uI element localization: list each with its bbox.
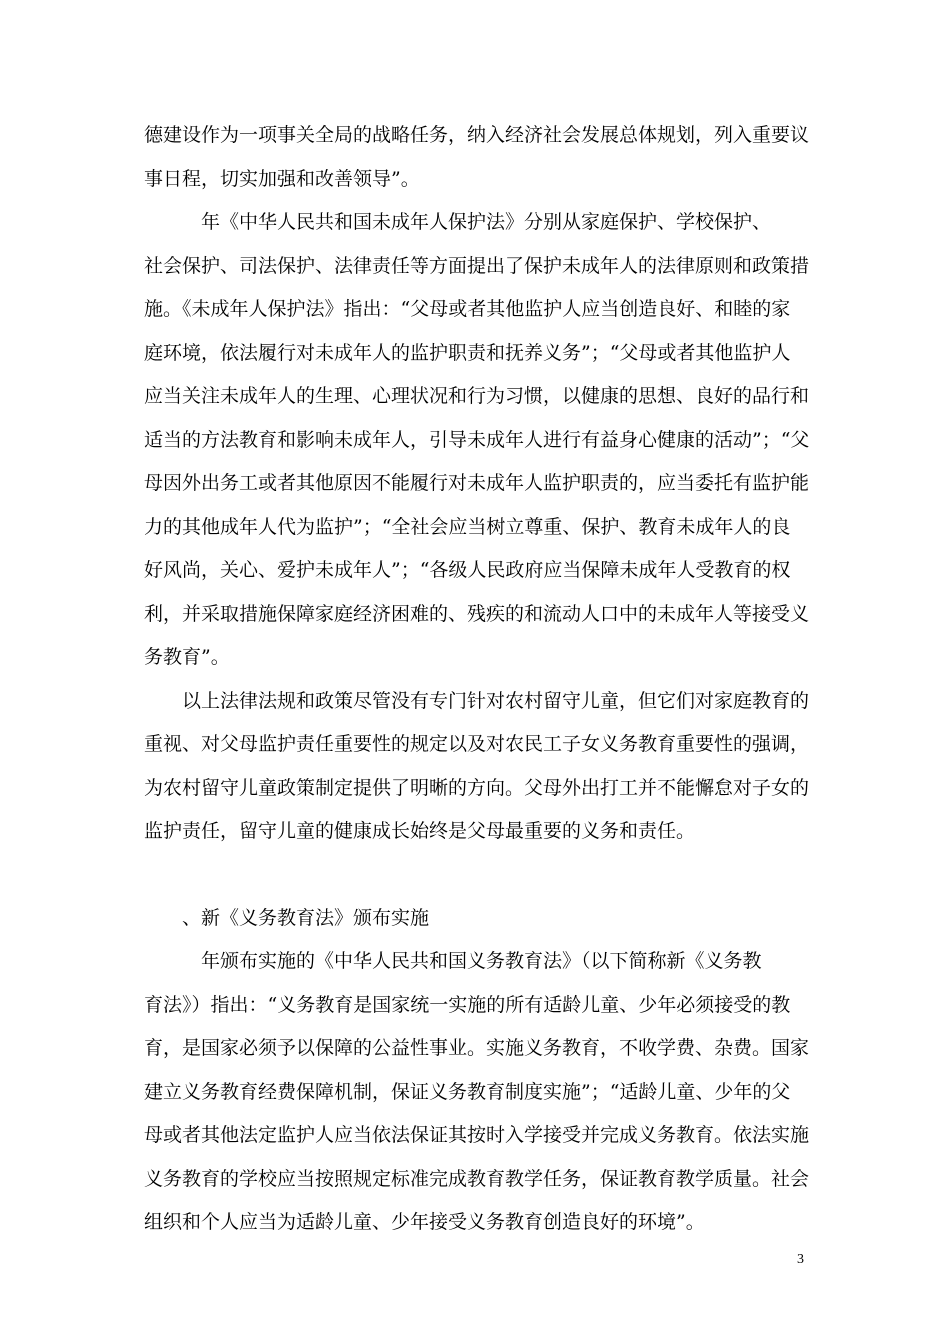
text-line: 适当的方法教育和影响未成年人，引导未成年人进行有益身心健康的活动”；“父 — [144, 428, 810, 451]
text-line: 庭环境，依法履行对未成年人的监护职责和抚养义务”；“父母或者其他监护人 — [144, 341, 791, 364]
text-line: 利，并采取措施保障家庭经济困难的、残疾的和流动人口中的未成年人等接受义 — [144, 602, 810, 625]
text-line: 义务教育的学校应当按照规定标准完成教育教学任务，保证教育教学质量。社会 — [144, 1167, 810, 1190]
text-line: 育法》）指出：“义务教育是国家统一实施的所有适龄儿童、少年必须接受的教 — [144, 993, 791, 1016]
section-spacer — [144, 854, 808, 897]
paragraph-group-2 — [144, 940, 808, 1245]
text-line: 母因外出务工或者其他原因不能履行对未成年人监护职责的，应当委托有监护能 — [144, 472, 810, 494]
text-line: 施。《未成年人保护法》指出：“父母或者其他监护人应当创造良好、和睦的家 — [144, 298, 791, 320]
text-line: 母或者其他法定监护人应当依法保证其按时入学接受并完成义务教育。依法实施 — [144, 1124, 810, 1146]
text-line: 年《中华人民共和国未成年人保护法》分别从家庭保护、学校保护、 — [144, 211, 772, 233]
paragraph-group-1 — [144, 114, 808, 854]
text-line: 建立义务教育经费保障机制，保证义务教育制度实施”；“适龄儿童、少年的父 — [144, 1080, 791, 1103]
text-line: 以上法律法规和政策尽管没有专门针对农村留守儿童，但它们对家庭教育的 — [144, 689, 810, 712]
text-line: 事日程，切实加强和改善领导”。 — [144, 167, 420, 190]
text-line: 应当关注未成年人的生理、心理状况和行为习惯，以健康的思想、良好的品行和 — [144, 385, 810, 407]
text-line: 组织和个人应当为适龄儿童、少年接受义务教育创造良好的环境”。 — [144, 1211, 705, 1233]
text-line: 监护责任，留守儿童的健康成长始终是父母最重要的义务和责任。 — [144, 820, 696, 842]
text-line: 德建设作为一项事关全局的战略任务，纳入经济社会发展总体规划，列入重要议 — [144, 124, 810, 146]
text-line: 社会保护、司法保护、法律责任等方面提出了保护未成年人的法律原则和政策措 — [144, 254, 810, 277]
text-line: 育，是国家必须予以保障的公益性事业。实施义务教育，不收学费、杂费。国家 — [144, 1037, 810, 1059]
page-number: 3 — [797, 1252, 804, 1267]
text-line: 重视、对父母监护责任重要性的规定以及对农民工子女义务教育重要性的强调， — [144, 733, 810, 755]
text-line: 力的其他成年人代为监护”；“全社会应当树立尊重、保护、教育未成年人的良 — [144, 515, 791, 538]
text-line: 好风尚，关心、爱护未成年人”；“各级人民政府应当保障未成年人受教育的权 — [144, 559, 791, 581]
text-line: 年颁布实施的《中华人民共和国义务教育法》（以下简称新《义务教 — [144, 950, 762, 972]
text-line: 务教育”。 — [144, 646, 230, 668]
text-line: 为农村留守儿童政策制定提供了明晰的方向。父母外出打工并不能懈怠对子女的 — [144, 776, 810, 799]
section-heading: 、新《义务教育法》颁布实施 — [144, 906, 430, 929]
body-text — [144, 114, 808, 1245]
